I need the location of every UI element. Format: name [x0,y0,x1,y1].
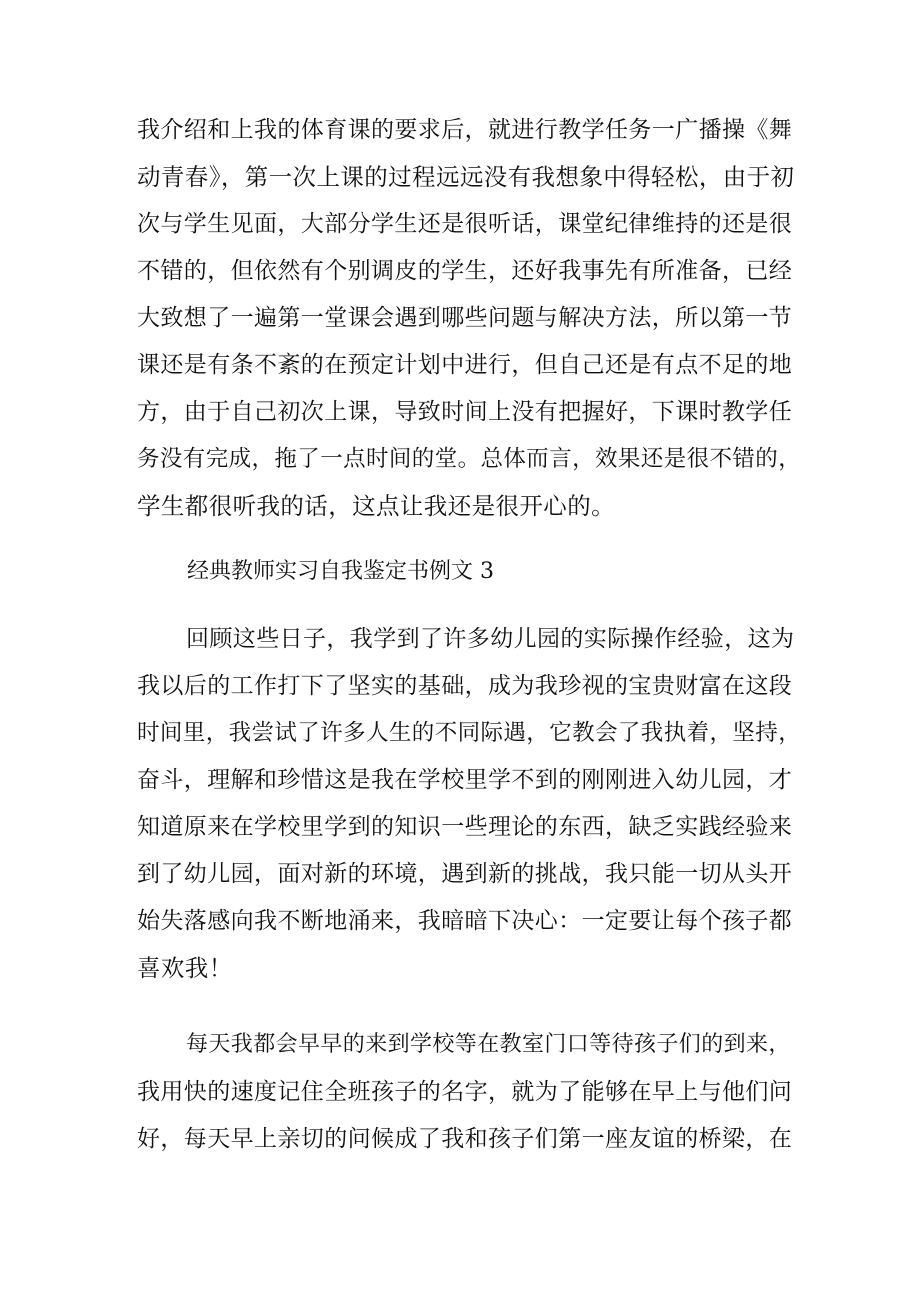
paragraph-3-line: 每天我都会早早的来到学校等在教室门口等待孩子们的到来， [186,1032,791,1057]
paragraph-2-line: 喜欢我！ [137,954,233,982]
paragraph-1-line: 我介绍和上我的体育课的要求后，就进行教学任务一广播操《舞 [137,117,793,143]
paragraph-3-line: 好，每天早上亲切的问候成了我和孩子们第一座友谊的桥梁，在 [137,1126,793,1152]
paragraph-1-line: 课还是有条不紊的在预定计划中进行，但自己还是有点不足的地 [137,352,793,378]
paragraph-2-line: 我以后的工作打下了坚实的基础，成为我珍视的宝贵财富在这段 [137,673,793,699]
paragraph-1-line: 不错的，但依然有个别调皮的学生，还好我事先有所准备，已经 [137,258,793,284]
paragraph-2-line: 时间里，我尝试了许多人生的不同际遇，它教会了我执着，坚持， [137,720,802,746]
section-heading: 经典教师实习自我鉴定书例文 3 [187,559,494,584]
paragraph-1-line: 大致想了一遍第一堂课会遇到哪些问题与解决方法，所以第一节 [137,305,793,331]
paragraph-3-line: 我用快的速度记住全班孩子的名字，就为了能够在早上与他们问 [137,1079,793,1105]
paragraph-2-line: 始失落感向我不断地涌来，我暗暗下决心：一定要让每个孩子都 [137,908,793,934]
paragraph-2-line: 奋斗，理解和珍惜这是我在学校里学不到的刚刚进入幼儿园，才 [137,767,793,793]
paragraph-1-line: 动青春》，第一次上课的过程远远没有我想象中得轻松，由于初 [137,163,795,191]
paragraph-1-line: 方，由于自己初次上课，导致时间上没有把握好，下课时教学任 [137,399,793,425]
paragraph-1-line: 次与学生见面，大部分学生还是很听话，课堂纪律维持的还是很 [137,211,793,237]
paragraph-2-line: 到了幼儿园，面对新的环境，遇到新的挑战，我只能一切从头开 [137,861,793,887]
paragraph-1-line: 务没有完成，拖了一点时间的堂。总体而言，效果还是很不错的， [137,446,802,472]
paragraph-2-line: 知道原来在学校里学到的知识一些理论的东西，缺乏实践经验来 [137,814,793,840]
paragraph-1-line: 学生都很听我的话，这点让我还是很开心的。 [137,492,615,520]
paragraph-2-line: 回顾这些日子，我学到了许多幼儿园的实际操作经验，这为 [186,626,795,652]
